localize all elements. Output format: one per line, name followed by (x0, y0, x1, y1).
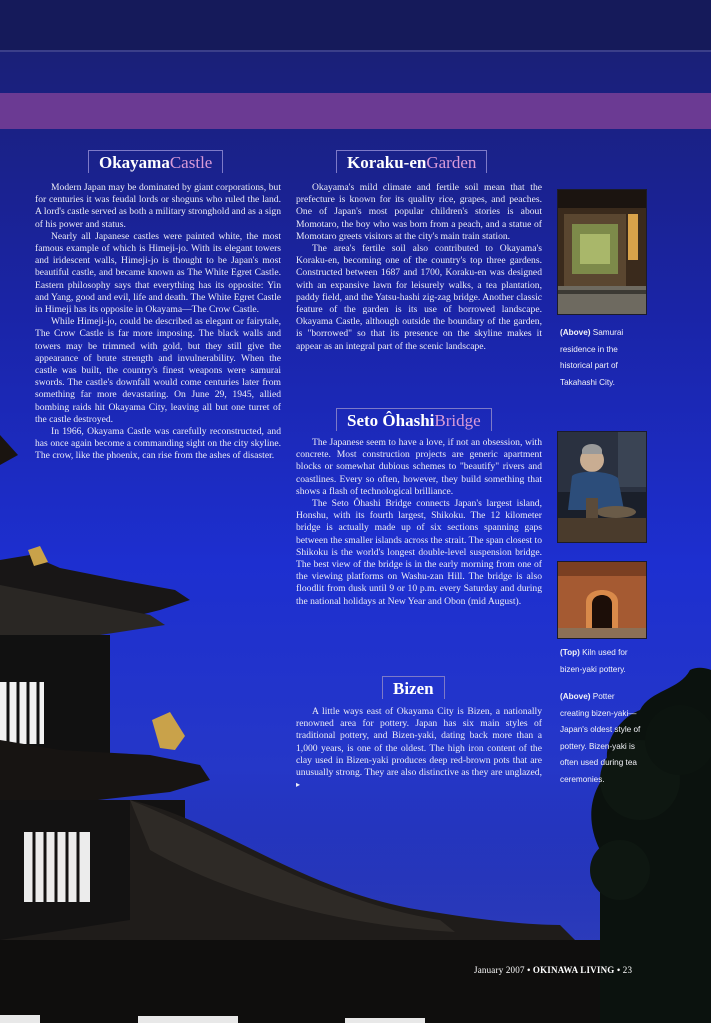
kiln-caption (560, 645, 642, 678)
bizen-text (296, 706, 542, 791)
korakuen-paragraph: Okayama's mild climate and fertile soil mean that the prefecture is known for its quality rice, grapes, and peaches. One of Japan's most popular children's stories is about Momotaro, the boy who was born from a peach, and a statue of Momotaro greets visitors at the city's main train station. (296, 182, 542, 242)
top-band (0, 0, 711, 50)
footer-bullet: • (527, 965, 531, 975)
potter-caption (560, 689, 644, 788)
kiln-caption-label: (Top) (560, 648, 580, 657)
samurai-residence-photo (557, 189, 647, 315)
heading-seto-ohashi (336, 408, 492, 431)
purple-band (0, 93, 711, 129)
footer-date: January 2007 (474, 965, 525, 975)
seto-ohashi-text (296, 437, 542, 608)
samurai-caption-label: (Above) (560, 328, 591, 337)
heading-korakuen (336, 150, 487, 173)
footer-magazine: OKINAWA LIVING (532, 965, 615, 975)
potter-caption-label: (Above) (560, 692, 591, 701)
kiln-photo (557, 561, 647, 639)
bizen-paragraph (296, 706, 542, 791)
heading-korakuen-accent: Garden (426, 153, 477, 172)
seto-ohashi-paragraph: The Japanese seem to have a love, if not an obsession, with concrete. Most construction projects are generic apartment blocks or somewhat dubious schemes to "beautify" rivers and coastlines. Every so often, however, they build something that shows a flash of technological brilliance. (296, 437, 542, 497)
heading-seto-ohashi-main: Seto Ôhashi (347, 411, 435, 430)
seto-ohashi-paragraph: The Seto Ôhashi Bridge connects Japan's largest island, Honshu, with its fourth largest, Shikoku. The 12 kilometer bridge is actually made up of six sections spanning gaps between the smaller islands across the strait. The span closest to Shikoku is the world's longest double-level suspension bridge. The best view of the bridge is in the early morning from one of the viewing platforms on Washu-zan Hill. The bridge is also floodlit from dusk until 9 or 10 p.m. every Saturday and during the national holidays at New Year and Obon (mid August). (296, 498, 542, 607)
footer-bullet-2: • (616, 965, 621, 975)
heading-bizen-main: Bizen (393, 679, 434, 698)
okayama-castle-text (35, 182, 281, 463)
kiln-caption-text: Kiln used for bizen-yaki pottery. (560, 648, 628, 674)
korakuen-text (296, 182, 542, 353)
okayama-castle-paragraph: Modern Japan may be dominated by giant corporations, but for centuries it was feudal lords or shoguns who ruled the land. A lord's castle served as both a military stronghold and as a sign of his power and status. (35, 182, 281, 230)
page-footer (474, 965, 632, 975)
continue-arrow-icon: ▸ (296, 780, 301, 790)
okayama-castle-paragraph: Nearly all Japanese castles were painted white, the most famous example of which is Himeji-jo. With its elegant towers and iridescent walls, Himeji-jo is thought to be Japan's most beautiful castle, and became known as The White Egret Castle. Eastern philosophy says that everything has its opposite: Yin and Yang, good and evil, life and death. The White Egret Castle in Himeji has its opposite in Okayama—The Crow Castle. (35, 230, 281, 316)
bizen-paragraph-text: A little ways east of Okayama City is Bizen, a nationally renowned area for pottery. Japan has six main styles of traditional pottery, and Bizen-yaki, dating back more than a 1,000 years, is one of the oldest. The high iron content of the clay used in Bizen-yaki produces deep red-brown pots that are unusually strong. They are also distinctive as they are unglazed, (296, 706, 542, 779)
heading-bizen (382, 676, 445, 699)
potter-caption-text: Potter creating bizen-yaki—Japan's oldest style of pottery. Bizen-yaki is often used during tea ceremonies. (560, 692, 641, 784)
okayama-castle-paragraph: In 1966, Okayama Castle was carefully reconstructed, and has once again become a commanding sight on the city skyline. The crow, like the phoenix, can rise from the ashes of disaster. (35, 426, 281, 462)
top-divider (0, 50, 711, 52)
samurai-caption (560, 325, 642, 391)
potter-photo (557, 431, 647, 543)
korakuen-paragraph: The area's fertile soil also contributed to Okayama's Koraku-en, becoming one of the country's top three gardens. Constructed between 1687 and 1700, Koraku-en was designed with an expansive lawn for leisurely walks, a tea plantation, paddy field, and the Yatsu-hashi zig-zag bridge. Another classic feature of the garden is its use of borrowed landscape. Okayama Castle, although outside the boundary of the garden, is "borrowed" so that its presence on the skyline makes it appear as an integral part of the scenic landscape. (296, 243, 542, 352)
heading-seto-ohashi-accent: Bridge (434, 411, 481, 430)
heading-okayama-castle-main: Okayama (99, 153, 170, 172)
heading-okayama-castle (88, 150, 223, 173)
footer-page-number: 23 (622, 965, 633, 975)
heading-okayama-castle-accent: Castle (169, 153, 213, 172)
samurai-caption-text: Samurai residence in the historical part of Takahashi City. (560, 328, 624, 387)
okayama-castle-paragraph: While Himeji-jo, could be described as elegant or fairytale, The Crow Castle is far more imposing. The black walls and towers may be trimmed with gold, but they still give the appearance of brute strength and invulnerability. When the castle was built, the country's finest weapons were samurai swords. The castle's downfall would come centuries later from something far more devastating. On June 29, 1945, allied bombing raids hit Okayama City, leaving all but one turret of the castle destroyed. (35, 316, 281, 425)
heading-korakuen-main: Koraku-en (347, 153, 427, 172)
